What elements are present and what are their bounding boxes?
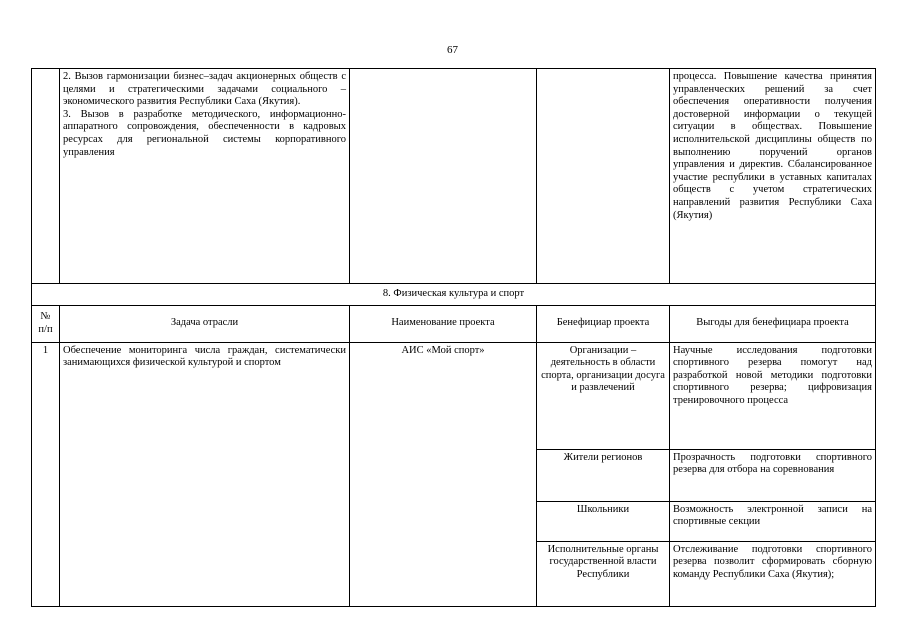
- table-row: [32, 342, 876, 449]
- row-beneficiary: Исполнительные органы государственной власти Республики: [537, 541, 670, 606]
- continuation-row: [32, 69, 876, 284]
- row-benefit: Научные исследования подготовки спортивного резерва помогут над разработкой новой методики подготовки спортивного резерва; цифровизация тренировочного процесса: [670, 342, 876, 449]
- document-table: [31, 68, 876, 607]
- row-project: АИС «Мой спорт»: [350, 342, 537, 606]
- page-number: 67: [447, 44, 458, 56]
- section-title: 8. Физическая культура и спорт: [32, 284, 876, 306]
- continuation-task-cell: 2. Вызов гармонизации бизнес–задач акционерных обществ с целями и стратегическими задачами социального – экономического развития Республики Саха (Якутия). 3. Вызов в разработке методического, информационно-аппаратного сопровождения, обеспеченности в кадровых ресурсах для региональной системы корпоративного управления: [60, 69, 350, 284]
- section-row: [32, 284, 876, 306]
- continuation-num-cell: [32, 69, 60, 284]
- row-benefit: Отслеживание подготовки спортивного резерва позволит сформировать сборную команду Республики Саха (Якутия);: [670, 541, 876, 606]
- row-beneficiary: Организации – деятельность в области спорта, организации досуга и развлечений: [537, 342, 670, 449]
- row-beneficiary: Жители регионов: [537, 449, 670, 501]
- continuation-beneficiary-cell: [537, 69, 670, 284]
- row-task: Обеспечение мониторинга числа граждан, систематически занимающихся физической культурой и спортом: [60, 342, 350, 606]
- row-benefit: Прозрачность подготовки спортивного резерва для отбора на соревнования: [670, 449, 876, 501]
- row-benefit: Возможность электронной записи на спортивные секции: [670, 501, 876, 541]
- header-benefits: Выгоды для бенефициара проекта: [670, 305, 876, 342]
- row-beneficiary: Школьники: [537, 501, 670, 541]
- header-task: Задача отрасли: [60, 305, 350, 342]
- header-project: Наименование проекта: [350, 305, 537, 342]
- header-row: [32, 305, 876, 342]
- continuation-project-cell: [350, 69, 537, 284]
- header-num: № п/п: [32, 305, 60, 342]
- header-beneficiary: Бенефициар проекта: [537, 305, 670, 342]
- continuation-benefits-cell: процесса. Повышение качества принятия управленческих решений за счет обеспечения оперативности получения достоверной информации о текущей ситуации в обществах. Повышение исполнительской дисциплины обществ по выполнению поручений органов управления и директив. Сбалансированное участие республики в уставных капиталах обществ с учетом стратегических направлений развития Республики Саха (Якутия): [670, 69, 876, 284]
- row-num: 1: [32, 342, 60, 606]
